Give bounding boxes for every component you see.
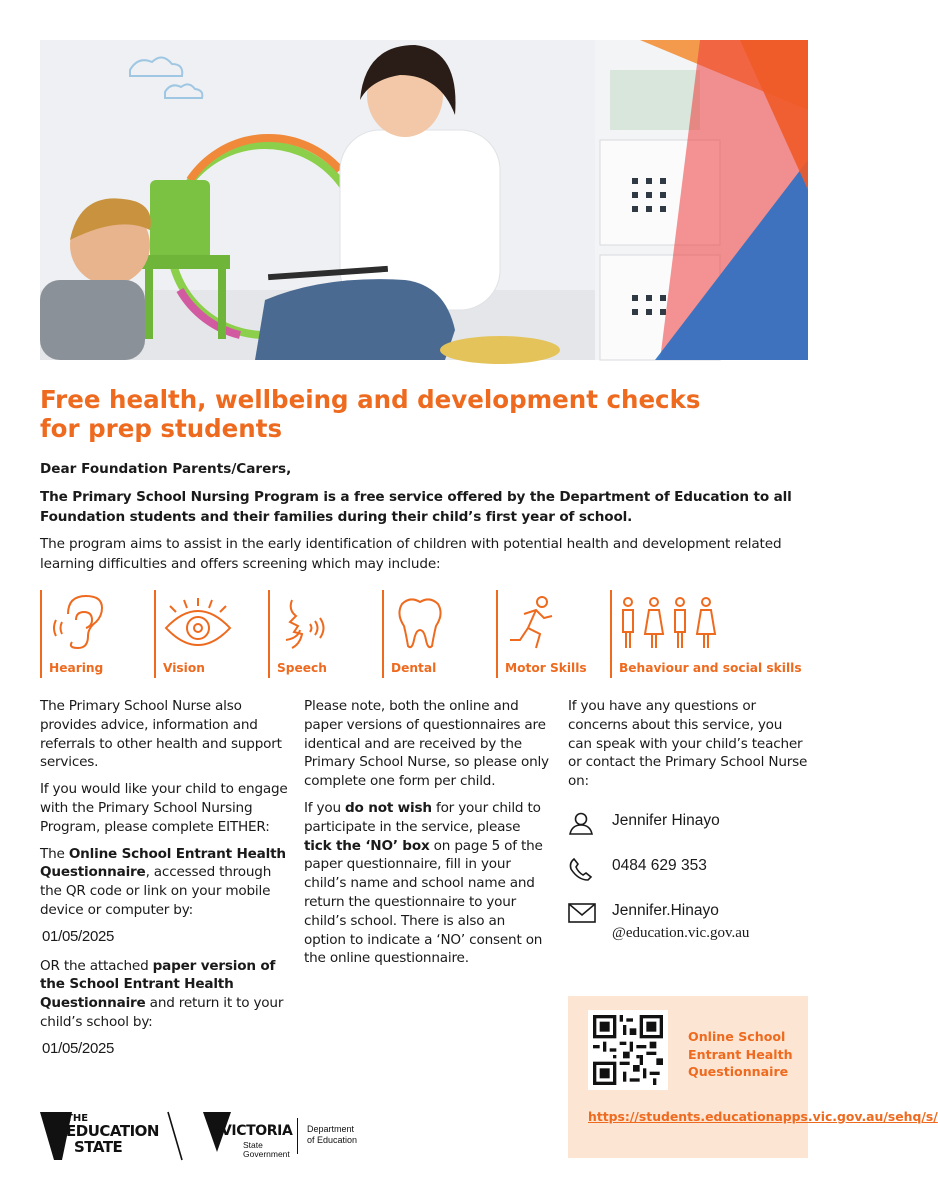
col1-paragraph-3: The Online School Entrant Health Questionnaire, accessed through the QR code or link on your mobile device or computer by: xyxy=(40,845,286,918)
col3-paragraph-1: If you have any questions or concerns about this service, you can speak with your child’s teacher or contact the Primary School Nurse on: xyxy=(568,698,808,790)
check-label-vision: Vision xyxy=(163,661,205,675)
qr-code-icon xyxy=(593,1015,663,1085)
aim-paragraph: The program aims to assist in the early identification of children with potential health and development related learning difficulties and offers screening which may include: xyxy=(40,536,782,572)
speech-icon xyxy=(276,594,336,654)
check-motor-skills xyxy=(496,590,610,678)
envelope-icon xyxy=(568,902,596,924)
people-icon xyxy=(618,594,718,654)
check-behaviour xyxy=(610,590,810,678)
check-speech xyxy=(268,590,382,678)
lead-paragraph: The Primary School Nursing Program is a free service offered by the Department of Education to all Foundation students and their families during their child’s first year of school. xyxy=(40,489,792,525)
victoria-government-logo: VICTORIA State Government Department of Education xyxy=(203,1110,373,1162)
logo-divider xyxy=(297,1118,298,1154)
qr-box xyxy=(568,996,938,1158)
check-hearing xyxy=(40,590,154,678)
col1-paragraph-4: OR the attached paper version of the School Entrant Health Questionnaire and return it to your child’s school by: xyxy=(40,957,284,1030)
qr-code[interactable] xyxy=(588,1010,668,1090)
education-state-logo: THE EDUCATION STATE xyxy=(40,1110,185,1162)
check-vision xyxy=(154,590,268,678)
check-label-motor-skills: Motor Skills xyxy=(505,661,587,675)
contact-name: Jennifer Hinayo xyxy=(568,812,808,840)
qr-label: Online School Entrant Health Questionnaire xyxy=(688,1029,793,1079)
screening-checks xyxy=(40,590,810,678)
column-2 xyxy=(304,697,549,976)
check-label-dental: Dental xyxy=(391,661,437,675)
paper-due-date: 01/05/2025 xyxy=(42,1039,115,1057)
col1-paragraph-1: The Primary School Nurse also provides advice, information and referrals to other health and support services. xyxy=(40,698,282,771)
check-label-behaviour: Behaviour and social skills xyxy=(619,661,802,675)
eye-icon xyxy=(162,594,234,654)
title-line-1: Free health, wellbeing and development checks xyxy=(40,385,701,414)
online-due-date: 01/05/2025 xyxy=(42,927,115,945)
page-title xyxy=(40,385,760,443)
title-line-2: for prep students xyxy=(40,414,283,443)
check-dental xyxy=(382,590,496,678)
tooth-icon xyxy=(390,594,450,654)
contact-phone: 0484 629 353 xyxy=(568,857,808,885)
ear-icon xyxy=(48,594,108,654)
salutation: Dear Foundation Parents/Carers, xyxy=(40,461,292,477)
column-1 xyxy=(40,697,290,1069)
contact-email: Jennifer.Hinayo @education.vic.gov.au xyxy=(568,902,808,948)
col2-paragraph-1: Please note, both the online and paper versions of questionnaires are identical and are received by the Primary School Nurse, so please only complete one form per child. xyxy=(304,698,549,790)
person-icon xyxy=(568,812,594,836)
phone-icon xyxy=(568,857,594,881)
col1-paragraph-2: If you would like your child to engage with the Primary School Nursing Program, please complete EITHER: xyxy=(40,781,288,835)
hero-photo xyxy=(40,40,808,360)
questionnaire-link[interactable]: https://students.educationapps.vic.gov.au/sehq/s/ xyxy=(588,1109,938,1124)
check-label-speech: Speech xyxy=(277,661,327,675)
col2-paragraph-2: If you do not wish for your child to participate in the service, please tick the ‘NO’ box on page 5 of the paper questionnaire, fill in your child’s name and school name and return the questionnaire to your child’s school. There is also an option to indicate a ‘NO’ consent on the online questionnaire. xyxy=(304,799,543,967)
check-label-hearing: Hearing xyxy=(49,661,104,675)
column-3 xyxy=(568,697,808,799)
running-person-icon xyxy=(504,594,564,654)
